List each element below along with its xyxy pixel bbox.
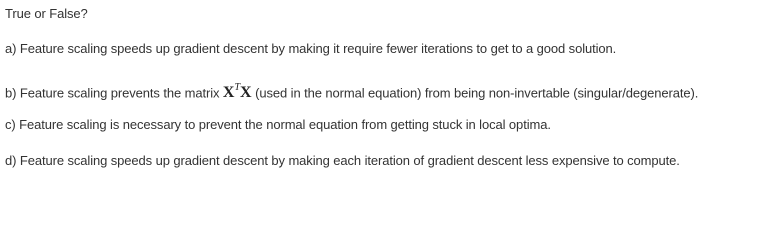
option-b-text-before: b) Feature scaling prevents the matrix <box>5 85 223 101</box>
transpose-superscript: T <box>234 82 241 93</box>
matrix-expression <box>223 84 252 101</box>
option-c: c) Feature scaling is necessary to prevent the normal equation from getting stuck in local optima. <box>5 117 551 132</box>
matrix-x-second: X <box>240 84 252 102</box>
option-a: a) Feature scaling speeds up gradient descent by making it require fewer iterations to get to a good solution. <box>5 41 617 56</box>
option-b <box>5 79 698 103</box>
option-d: d) Feature scaling speeds up gradient descent by making each iteration of gradient descent less expensive to compute. <box>5 153 680 168</box>
option-b-text-after: (used in the normal equation) from being non-invertable (singular/degenerate). <box>251 85 699 101</box>
question-prompt: True or False? <box>5 6 88 21</box>
matrix-x: X <box>222 84 235 102</box>
